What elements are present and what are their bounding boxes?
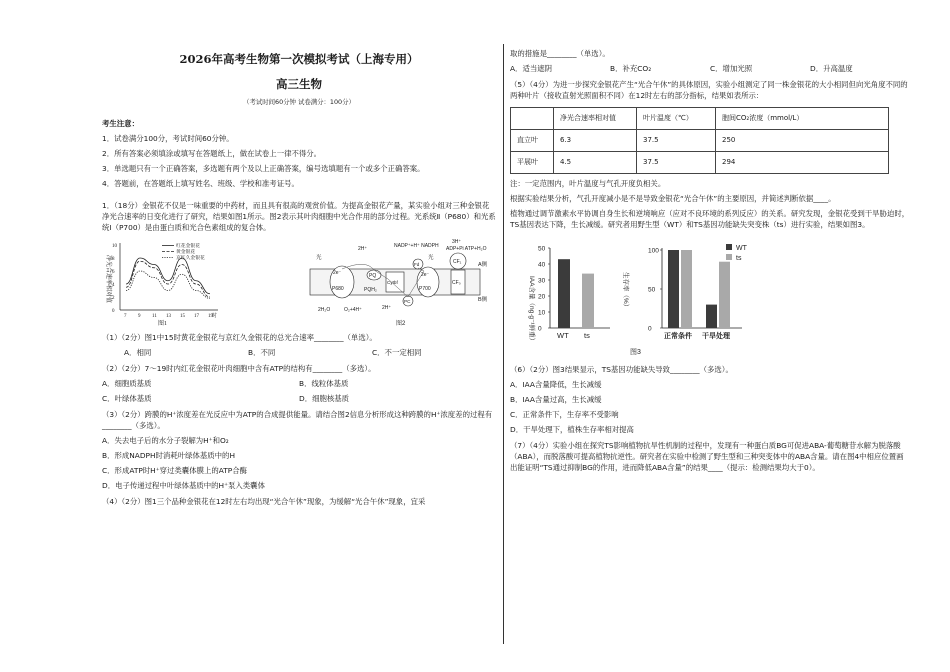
fig1-x-tick: 15 — [180, 314, 185, 319]
fig1-series-line — [126, 261, 210, 297]
fig1-y-tick: 8 — [112, 257, 115, 262]
table-cell: 叶片温度（℃） — [637, 108, 716, 130]
fig2-light2-label: 光 — [428, 255, 434, 261]
exam-meta: （考试时间60分钟 试卷满分：100分） — [243, 98, 355, 106]
table-cell: 胞间CO₂浓度（mmol/L） — [716, 108, 889, 130]
fig1-ylabel: 净光合速率相对值 — [105, 255, 111, 304]
fig3-left-y-tick: 40 — [538, 261, 546, 269]
q1-sub3: （3）（2分）跨膜的H⁺浓度差在光反应中为ATP的合成提供能量。请结合图2信息分析形成这种跨膜的H⁺浓度差的过程有________（多选）。 — [102, 410, 493, 430]
fig3-left-y-tick: 30 — [538, 277, 546, 285]
table-cell: 平展叶 — [511, 152, 554, 174]
fig3-legend-swatch — [726, 254, 732, 260]
table-cell: 294 — [716, 152, 889, 174]
option[interactable]: C．形成ATP时H⁺穿过类囊体膜上的ATP合酶 — [102, 466, 247, 475]
fig2-pq-label: PQ — [369, 273, 377, 279]
table-cell — [511, 108, 554, 130]
right-column — [510, 48, 910, 473]
fig1-x-tick: 17 — [194, 314, 199, 319]
q1-sub2-options-row1 — [102, 378, 496, 389]
q1-intro: 1．（18分）金银花不仅是一味重要的中药材，而且具有很高的观赏价值。为提高金银花产量，某实验小组对三种金银花净光合速率的日变化进行了研究，结果如图1所示。图2表示其叶肉细胞中光合作用的部分过程。光系统Ⅱ（P680）和光系统Ⅰ（P700）是由蛋白质和光合色素组成的复合体。 — [102, 201, 496, 232]
note-item: 1．试卷满分100分，考试时间60分钟。 — [102, 134, 234, 143]
fig1-y-tick: 0 — [112, 309, 115, 314]
exam-subtitle: 高三生物 — [276, 77, 322, 91]
option[interactable]: A．适当遮阴 — [510, 64, 553, 73]
q1-sub4: （4）（2分）图1三个品种金银花在12时左右均出现“光合午休”现象，为缓解“光合午休”现象，宜采 — [102, 497, 426, 506]
fig3-left-x-tick: ts — [584, 331, 590, 340]
fig3-right-ylabel: 生存率（%） — [622, 272, 629, 311]
fig3-right-bar — [706, 305, 717, 328]
fig2-p680: P680 — [332, 286, 344, 292]
fig3-left-bar — [558, 259, 570, 328]
table-header-row — [511, 108, 889, 130]
option[interactable]: D．细胞核基质 — [299, 394, 350, 403]
fig3-legend-label: ts — [736, 255, 742, 262]
fig1-x-tick: 7 — [124, 314, 127, 319]
fig1-y-ticks — [112, 244, 118, 314]
option[interactable]: B．不同 — [248, 348, 276, 357]
table-cell: 37.5 — [637, 152, 716, 174]
fig3-left-x-tick: WT — [557, 331, 569, 340]
figure-3-bar-charts — [510, 236, 760, 356]
fig1-xunit: 时 — [212, 314, 218, 319]
exam-title: 2026年高考生物第一次模拟考试（上海专用） — [179, 52, 419, 66]
fig3-survival-chart — [622, 244, 748, 340]
q1-sub2: （2）（2分）7～19时内红花金银花叶肉细胞中含有ATP的结构有________（多选）。 — [102, 364, 376, 373]
table-cell: 4.5 — [554, 152, 637, 174]
fig2-side-b: B侧 — [478, 297, 488, 303]
option[interactable]: C．不一定相同 — [372, 348, 422, 357]
fig2-cf1-label: CF₁ — [453, 259, 462, 265]
fig1-legend-label: 黄金银花 — [176, 250, 196, 255]
fig1-y-tick: 2 — [112, 296, 115, 301]
left-column — [102, 48, 496, 507]
option[interactable]: A．相同 — [124, 348, 152, 357]
option[interactable]: B．补充CO₂ — [610, 64, 652, 73]
fig2-cytbf-label: Cytbf — [387, 280, 398, 285]
table-cell: 250 — [716, 130, 889, 152]
fig3-right-y-tick: 50 — [648, 286, 656, 294]
fig2-light1-label: 光 — [316, 255, 322, 261]
fig1-caption: 图1 — [158, 321, 168, 327]
note-item: 3．单选题只有一个正确答案，多选题有两个及以上正确答案，编号选填题有一个或多个正确答案。 — [102, 164, 425, 173]
fig2-h1-label: 2H⁺ — [358, 246, 368, 252]
fig3-legend-label: WT — [736, 245, 747, 252]
q1-sub5: （5）（4分）为进一步探究金银花产生“光合午休”的具体原因，实验小组测定了同一株金银花的大小相同但向光角度不同的两种叶片（接收直射光照面积不同）在12时左右的部分指标，结果如表所示： — [510, 80, 908, 100]
q1-sub1: （1）（2分）图1中15时黄花金银花与京红久金银花的总光合速率________（单选）。 — [102, 333, 377, 342]
fig3-right-y-tick: 100 — [648, 247, 659, 255]
q1-sub4-cont: 取的措施是________（单选）。 — [510, 49, 610, 58]
fig2-p700: P700 — [419, 286, 431, 292]
table-cell: 直立叶 — [511, 130, 554, 152]
q1-sub4-options — [510, 63, 910, 74]
table-cell: 6.3 — [554, 130, 637, 152]
option[interactable]: C．正常条件下，生存率不受影响 — [510, 410, 619, 419]
q1-sub7: （7）（4分）实验小组在探究TS影响植物抗旱性机制的过程中，发现有一种蛋白质BG可促进ABA-葡萄糖苷水解为脱落酸（ABA），而脱落酸可提高植物抗逆性。研究者在实验中检测了野生型和三种突变体中的ABA含量。请在图4中相应位置画出能证明“TS通过抑制BG的作用，进而降低ABA含量”的结果____（提示：检测结果均大于0）。 — [510, 441, 904, 472]
figure-2-diagram — [306, 239, 496, 327]
fig1-x-tick: 9 — [138, 314, 141, 319]
table-row — [511, 130, 889, 152]
background-paragraph: 植物通过调节激素水平协调自身生长和逆境响应（应对不良环境的系列反应）的关系。研究发现，金银花受到干旱胁迫时，TS基因表达下降，生长减缓。研究者用野生型（WT）和TS基因功能缺失突变株（ts）进行实验，结果如图3。 — [510, 209, 910, 229]
table-cell: 37.5 — [637, 130, 716, 152]
option[interactable]: C．叶绿体基质 — [102, 394, 152, 403]
fig1-x-tick: 19 — [208, 314, 213, 319]
fig3-legend-swatch — [726, 244, 732, 250]
fig3-right-x-tick: 正常条件 — [664, 333, 692, 340]
table-row — [511, 152, 889, 174]
figure-1-line-chart — [102, 239, 222, 327]
fig1-y-tick: 10 — [112, 244, 117, 249]
fig3-left-bar — [582, 274, 594, 328]
fig2-h2: 2H⁺ — [382, 305, 392, 311]
fig3-right-x-tick: 干旱处理 — [702, 333, 730, 340]
note-item: 2．所有答案必须填涂或填写在答题纸上，做在试卷上一律不得分。 — [102, 149, 322, 158]
fig1-series-group — [126, 258, 210, 298]
fig2-cf0-label: CF₀ — [452, 280, 461, 286]
fig3-left-ylabel: IAA含量（ng·g⁻¹鲜重） — [528, 276, 535, 345]
fig3-left-y-tick: 50 — [538, 245, 546, 253]
column-divider — [503, 44, 504, 644]
fig2-pqh2-label: PQH₂ — [364, 287, 377, 293]
option[interactable]: D．干旱处理下，植株生存率相对提高 — [510, 425, 634, 434]
option[interactable]: B．线粒体基质 — [299, 379, 349, 388]
fig2-side-a: A侧 — [478, 262, 488, 268]
fig2-fd-label: Fd — [414, 262, 420, 267]
option[interactable]: B．形成NADPH时消耗叶绿体基质中的H — [102, 451, 235, 460]
fig1-y-tick: 6 — [112, 270, 115, 275]
q1-sub2-options-row2 — [102, 393, 496, 404]
leaf-data-table — [510, 107, 889, 174]
fig2-atp-label: ADP+Pi ATP+H₂O — [446, 246, 487, 252]
fig2-e1: 2e⁻ — [333, 270, 342, 276]
fig3-right-y-tick: 0 — [648, 325, 652, 333]
fig3-left-y-tick: 20 — [538, 293, 546, 301]
fig1-series-line — [126, 258, 210, 294]
fig2-water: 2H₂O — [318, 307, 331, 313]
note-item: 4．答题前，在答题纸上填写姓名、班级、学校和准考证号。 — [102, 179, 299, 188]
option[interactable]: A．细胞质基质 — [102, 379, 152, 388]
fig3-left-y-tick: 10 — [538, 309, 546, 317]
fig3-right-bar — [668, 250, 679, 328]
fig3-right-bar — [681, 250, 692, 328]
table-note: 注：一定范围内，叶片温度与气孔开度负相关。 — [510, 179, 666, 188]
fig1-y-tick: 4 — [112, 283, 115, 288]
fig1-legend-label: 京红久金银花 — [176, 256, 205, 261]
q1-sub5-question: 根据实验结果分析，气孔开度减小是不是导致金银花“光合午休”的主要原因，并简述判断依据____。 — [510, 194, 836, 203]
fig2-h3-label: 3H⁺ — [452, 239, 462, 245]
fig1-x-tick: 13 — [166, 314, 171, 319]
q1-sub1-options — [102, 347, 496, 358]
notes-heading: 考生注意： — [102, 119, 139, 128]
figure-row — [102, 239, 496, 327]
fig3-iaa-chart — [528, 246, 610, 345]
fig3-right-bar — [719, 262, 730, 328]
fig2-pc-label: PC — [404, 299, 411, 304]
fig1-x-tick: 11 — [152, 314, 157, 319]
fig1-legend-label: 红花金银花 — [176, 244, 200, 249]
fig1-legend — [162, 242, 205, 261]
table-cell: 净光合速率相对值 — [554, 108, 637, 130]
q1-sub6: （6）（2分）图3结果显示，TS基因功能缺失导致________（多选）。 — [510, 365, 733, 374]
option[interactable]: C．增加光照 — [710, 64, 753, 73]
option[interactable]: A．IAA含量降低，生长减缓 — [510, 380, 602, 389]
option[interactable]: D．升高温度 — [810, 64, 853, 73]
fig3-left-y-tick: 0 — [538, 325, 542, 333]
option[interactable]: A．失去电子后的水分子裂解为H⁺和O₂ — [102, 436, 229, 445]
fig2-oxygen: O₂+4H⁺ — [344, 307, 362, 313]
fig3-caption: 图3 — [630, 349, 641, 356]
fig1-series-line — [126, 271, 210, 298]
fig2-e2: 2e⁻ — [421, 272, 430, 278]
fig2-caption: 图2 — [396, 321, 406, 327]
option[interactable]: D．电子传递过程中叶绿体基质中的H⁺泵入类囊体 — [102, 481, 265, 490]
fig1-x-ticks — [124, 314, 214, 319]
option[interactable]: B．IAA含量过高，生长减缓 — [510, 395, 602, 404]
fig2-nadp-label: NADP⁺+H⁺ NADPH — [394, 243, 439, 249]
